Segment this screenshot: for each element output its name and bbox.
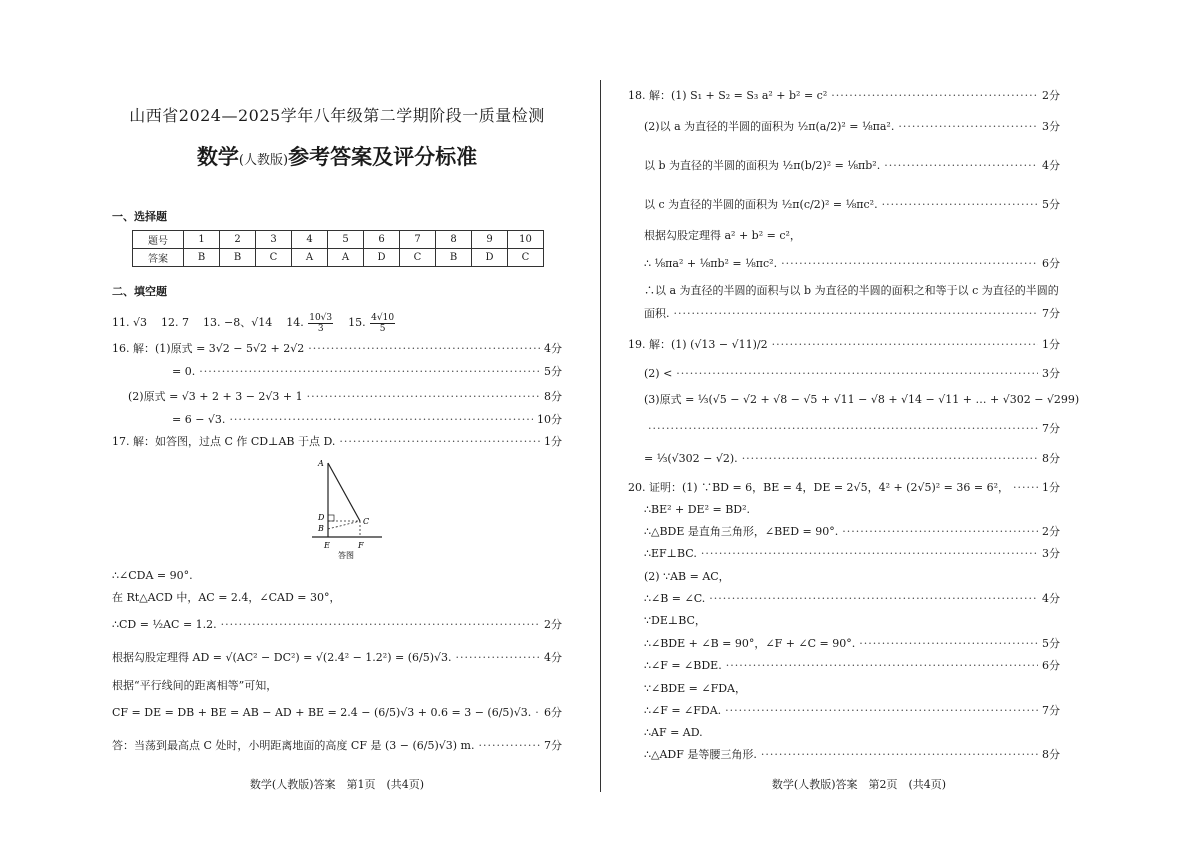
answer-line: (2) < ····· 3分	[628, 366, 1060, 382]
answer-line: ∴AF = AD.	[644, 726, 703, 739]
answer-line: 根据勾股定理得 AD = √(AC² − DC²) = √(2.4² − 1.2²) = (6/5)√3. ····· 4分	[112, 650, 562, 666]
label-c: C	[363, 517, 370, 526]
answer-line: (2)以 a 为直径的半圆的面积为 ½π(a/2)² = ⅛πa². ····· 3分	[628, 119, 1060, 135]
answer-line: ∴∠CDA = 90°.	[112, 569, 193, 582]
answer-line: = 6 − √3. ····· 10分	[112, 412, 562, 428]
q14-fraction: 10√3 3	[309, 312, 333, 334]
answer-table	[132, 230, 544, 267]
answer-line: 答：当荡到最高点 C 处时，小明距离地面的高度 CF 是 (3 − (6/5)√3) m. ····· 7分	[112, 738, 562, 754]
answer-line: ∴∠F = ∠FDA. ····· 7分	[628, 703, 1060, 719]
answer-figure	[312, 455, 432, 567]
table-row-answers: 答案 B B C A A D C B D C	[133, 249, 544, 267]
answer-line: 根据勾股定理得 a² + b² = c²，	[644, 229, 801, 242]
answer-line: (2)原式 = √3 + 2 + 3 − 2√3 + 1 ····· 8分	[112, 389, 562, 405]
section-choice-title: 一、选择题	[112, 210, 167, 223]
answer-line: ∴∠BDE + ∠B = 90°，∠F + ∠C = 90°. ····· 5分	[628, 636, 1060, 652]
answer-line: 以 c 为直径的半圆的面积为 ½π(c/2)² = ⅛πc². ····· 5分	[628, 197, 1060, 213]
page-1	[112, 0, 562, 849]
answer-line: = 0. ····· 5分	[112, 364, 562, 380]
answer-line: 18. 解：(1) S₁ + S₂ = S₃ a² + b² = c² ····· 2分	[628, 88, 1060, 104]
label-f: F	[358, 541, 364, 550]
answer-line: ∵DE⊥BC，	[644, 614, 706, 627]
answer-line: (2) ∵AB = AC，	[644, 570, 730, 583]
answer-line: 16. 解：(1)原式 = 3√2 − 5√2 + 2√2 ····· 4分	[112, 341, 562, 357]
q15-fraction: 4√10 5	[371, 312, 395, 334]
figure-caption: 答图	[338, 551, 354, 560]
answer-line: ∵∠BDE = ∠FDA，	[644, 682, 746, 695]
answer-line: ∴CD = ½AC = 1.2. ····· 2分	[112, 617, 562, 633]
answer-line: 根据“平行线间的距离相等”可知，	[112, 679, 278, 692]
answer-line: ∴△ADF 是等腰三角形. ····· 8分	[628, 747, 1060, 763]
answer-line: 在 Rt△ACD 中，AC = 2.4，∠CAD = 30°，	[112, 591, 341, 604]
answer-line: = ⅓(√302 − √2). ····· 8分	[628, 451, 1060, 467]
label-b: B	[318, 524, 324, 533]
exam-title: 山西省2024—2025学年八年级第二学期阶段一质量检测	[129, 106, 545, 125]
answer-line: 20. 证明：(1) ∵BD = 6，BE = 4，DE = 2√5，4² + (2√5)² = 36 = 6²， ····· 1分	[628, 480, 1060, 496]
answer-line: ∴EF⊥BC. ····· 3分	[628, 546, 1060, 562]
answer-line: ∴ ⅛πa² + ⅛πb² = ⅛πc². ····· 6分	[628, 256, 1060, 272]
answer-line: ····· 7分	[628, 421, 1060, 437]
answer-line: ∴BE² + DE² = BD².	[644, 503, 751, 516]
label-d: D	[318, 513, 325, 522]
answer-line: 19. 解：(1) (√13 − √11)/2 ····· 1分	[628, 337, 1060, 353]
answer-line: ∴△BDE 是直角三角形，∠BED = 90°. ····· 2分	[628, 524, 1060, 540]
label-e: E	[324, 541, 330, 550]
page-footer-2: 数学(人教版)答案 第2页 (共4页)	[771, 778, 947, 791]
page-divider	[600, 80, 601, 792]
answer-line: ∴以 a 为直径的半圆的面积与以 b 为直径的半圆的面积之和等于以 c 为直径的半圆的	[644, 284, 1059, 297]
table-row-numbers: 题号 1 2 3 4 5 6 7 8 9 10	[133, 231, 544, 249]
section-fill-title: 二、填空题	[112, 285, 167, 298]
answer-line: CF = DE = DB + BE = AB − AD + BE = 2.4 − (6/5)√3 + 0.6 = 3 − (6/5)√3. ····· 6分	[112, 705, 562, 721]
answer-line: 以 b 为直径的半圆的面积为 ½π(b/2)² = ⅛πb². ····· 4分	[628, 158, 1060, 174]
page-footer-1: 数学(人教版)答案 第1页 (共4页)	[249, 778, 425, 791]
answer-line: ∴∠B = ∠C. ····· 4分	[628, 591, 1060, 607]
label-a: A	[318, 459, 324, 468]
fill-answers: 11. √3 12. 7 13. −8、√14 14. 10√3 3 15. 4√10 5	[112, 312, 395, 334]
page-2	[628, 0, 1090, 849]
document-title: 数学(人教版)参考答案及评分标准	[196, 144, 478, 169]
answer-line: (3)原式 = ⅓(√5 − √2 + √8 − √5 + √11 − √8 + √14 − √11 + … + √302 − √299)	[644, 393, 1080, 406]
answer-line: 面积. ····· 7分	[628, 306, 1060, 322]
answer-line: 17. 解：如答图，过点 C 作 CD⊥AB 于点 D. ····· 1分	[112, 434, 562, 450]
answer-line: ∴∠F = ∠BDE. ····· 6分	[628, 658, 1060, 674]
